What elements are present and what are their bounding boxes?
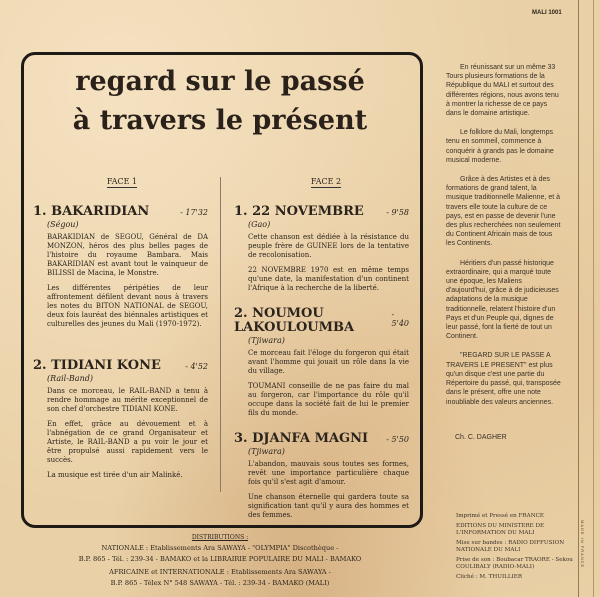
- liner-paragraph: Grâce à des Artistes et à des formations de grand talent, la musique traditionnelle Malienne, et à travers elle toute la culture de ce pays, est en passe de devenir l'une des plus recherchées non seulement du Continent Africain mais de tous les Continents.: [446, 176, 561, 248]
- liner-paragraph: Le folklore du Mali, longtemps tenu en sommeil, commence à conquérir à grands pas le domaine musical moderne.: [446, 129, 554, 164]
- track-description: BARAKIDIAN de SEGOU, Général de DA MONZON, héros des plus belles pages de l'histoire du royaume Bambara. Mais BAKARIDIAN est avant tout le vainqueur de BILISSI de Macina, le Monstre. Les différentes péripéties de leur affrontement défilent devant nous à travers les notes du BITON NATIONAL de SEGOU, deux fois lauréat des biénnales artistiques et culturelles des jeunes du Mali (1970-1972).: [47, 233, 208, 328]
- track-title: 2. NOUMOU LAKOULOUMBA: [234, 306, 355, 335]
- track-origin: (Ségou): [47, 220, 79, 229]
- track-description: Dans ce morceau, le RAIL-BAND a tenu à rendre hommage au mérite exceptionnel de son chef d'orchestre TIDIANI KONE. En effet, grâce au dévouement et à l'abnégation de ce grand Organisateur et Artiste, le RAIL-BAND a pu voir le jour et être propulsé aussi rapidement vers le succès. La musique est tirée d'un air Malinké.: [47, 387, 208, 479]
- track-description: L'abandon, mauvais sous toutes ses formes, revêt une importance particulière chaque fois qu'il s'est agit d'amour. Une chanson éternelle qui gardera toute sa signification tant qu'il y aura des hommes et des femmes.: [248, 460, 409, 519]
- track-item: [234, 205, 409, 293]
- track-duration: - 9'58: [386, 208, 409, 217]
- track-item: [234, 432, 409, 520]
- face-1-label: FACE 1: [106, 177, 138, 186]
- spine-edge-outer: [593, 0, 594, 597]
- track-duration: - 5'40: [391, 310, 409, 328]
- liner-paragraph: Héritiers d'un passé historique extraordinaire, qui a marqué toute une époque, les Maliens d'aujourd'hui, grâce à de judicieuses adaptations de la musique traditionnelle, relatent l'histoire d'un Pays et d'un Peuple qui, dignes de leur passé, font la fierté de tout un Continent.: [446, 259, 559, 341]
- track-title: 1. BAKARIDIAN: [33, 204, 150, 219]
- track-duration: - 4'52: [185, 362, 208, 371]
- track-duration: - 17'32: [180, 208, 208, 217]
- distributions: [40, 533, 400, 590]
- track-description: Cette chanson est dédiée à la résistance du peuple frère de GUINEE lors de la tentative de recolonisation. 22 NOVEMBRE 1970 est en même temps qu'une date, la manifestation d'un continent l'Afrique à la recherche de la liberté.: [248, 233, 409, 292]
- distribution-line: AFRICAINE et INTERNATIONALE : Etablissements Ara SAWAYA -: [109, 568, 331, 576]
- credit-line: Prise de son : Boubacar TRAORE - Sekou COULIBALY (RADIO-MALI): [456, 557, 573, 570]
- face-2-label: FACE 2: [310, 177, 342, 186]
- track-title: 3. DJANFA MAGNI: [234, 431, 369, 446]
- track-origin: (Tjiwara): [248, 336, 285, 345]
- liner-signature: Ch. C. DAGHER: [455, 434, 507, 441]
- album-title-line1: regard sur le passé: [75, 66, 365, 97]
- distributions-heading: DISTRIBUTIONS :: [191, 534, 249, 541]
- track-item: [33, 359, 208, 480]
- track-item: [234, 307, 409, 418]
- distribution-line: NATIONALE : Etablissements Ara SAWAYA - "OLYMPIA" Discothèque -: [101, 544, 339, 552]
- track-title: 2. TIDIANI KONE: [33, 358, 161, 373]
- album-title-line2: à travers le présent: [72, 105, 368, 136]
- credit-line: Cliché : M. THUILLIER: [456, 574, 523, 580]
- track-origin: (Tjiwara): [248, 447, 285, 456]
- album-title: [40, 62, 400, 140]
- credit-line: Imprimé et Pressé en FRANCE: [456, 513, 544, 519]
- catalog-number: MALI 1001: [532, 10, 562, 16]
- track-duration: - 5'50: [386, 435, 409, 444]
- credits: [456, 513, 576, 584]
- track-description: Ce morceau fait l'éloge du forgeron qui était avant l'homme qui jouait un rôle dans la vie du village. TOUMANI conseille de ne pas faire du mal au forgeron, car l'importance du rôle qu'il occupe dans la société fait de lui le premier fils du monde.: [248, 349, 409, 417]
- track-item: [33, 205, 208, 329]
- track-title: 1. 22 NOVEMBRE: [234, 204, 364, 219]
- track-origin: (Rail-Band): [47, 374, 93, 383]
- liner-paragraph: "REGARD SUR LE PASSE A TRAVERS LE PRESENT" est plus qu'un disque c'est une partie du Répertoire du passé, qui, transposée dans le présent, offre une note inoubliable des valeurs anciennes.: [446, 352, 561, 406]
- distribution-line: B.P. 865 - Télex N° 548 SAWAYA - Tél. : 239-34 - BAMAKO (MALI): [110, 579, 330, 587]
- credit-line: EDITIONS DU MINISTERE DE L'INFORMATION DU MALI: [456, 523, 545, 536]
- face-1-tracklist: [33, 205, 208, 494]
- credit-line: Mise sur bandes : RADIO DIFFUSION NATIONALE DU MALI: [456, 540, 565, 553]
- spine-edge: [578, 0, 579, 597]
- liner-paragraph: En réunissant sur un même 33 Tours plusieurs formations de la République du MALI et surtout des différentes régions, nous avons tenu à montrer la richesse de ce pays dans le domaine artistique.: [446, 64, 559, 118]
- column-divider: [220, 177, 221, 492]
- distribution-line: B.P. 865 - Tél. : 239-34 - BAMAKO et la LIBRAIRIE POPULAIRE DU MALI - BAMAKO: [78, 555, 362, 563]
- liner-notes: [446, 63, 562, 417]
- spine-text: MADE IN FRANCE: [580, 520, 585, 569]
- face-2-tracklist: [234, 205, 409, 534]
- track-origin: (Gao): [248, 220, 271, 229]
